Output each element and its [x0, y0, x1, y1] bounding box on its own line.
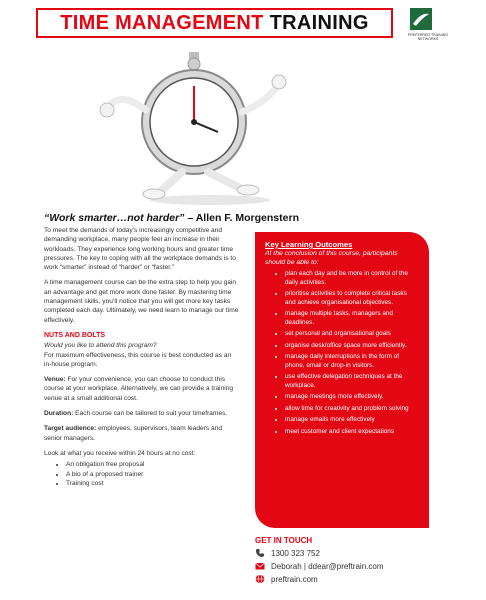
list-item: • manage emails more effectively [285, 416, 419, 425]
envelope-icon [255, 561, 265, 571]
outcomes-heading: Key Learning Outcomes [265, 240, 353, 249]
duration-label: Duration: [44, 410, 74, 418]
contact-phone-row[interactable] [255, 548, 455, 558]
quote [44, 212, 374, 224]
list-item: • set personal and organisational goals [285, 330, 419, 339]
title-banner [36, 8, 393, 38]
key-learning-outcomes-panel [255, 232, 429, 528]
contact-phone[interactable]: 1300 323 752 [271, 548, 320, 558]
list-item: • manage meetings more effectively. [285, 393, 419, 402]
audience-text: employees, supervisors, team leaders and senior managers. [44, 425, 222, 442]
quote-author: – Allen F. Morgenstern [184, 212, 299, 224]
list-item: • use effective delegation techniques at the workplace. [285, 373, 419, 390]
contact-web-row[interactable] [255, 574, 455, 584]
duration-text: Each course can be tailored to suit your timeframes. [73, 410, 228, 418]
nuts-question: Would you like to attend this program? [44, 342, 157, 350]
list-item: • prioritise activities to complete critical tasks and achieve organisational objectives. [285, 290, 419, 307]
contact-email[interactable]: Deborah | ddear@preftrain.com [271, 561, 384, 571]
contact-heading: GET IN TOUCH [255, 536, 313, 545]
nuts-answer: For maximum effectiveness, this course is best conducted as an in-house program. [44, 351, 232, 368]
list-item: • Training cost [66, 479, 240, 488]
venue-label: Venue: [44, 376, 66, 384]
list-item: • A bio of a proposed trainer [66, 470, 240, 479]
list-item: • manage daily interruptions in the form of phone, email or drop-in visitors. [285, 353, 419, 370]
contact-section [255, 536, 455, 587]
title-black: TRAINING [269, 11, 369, 34]
list-item: • organise desk/office space more efficiently. [285, 342, 419, 351]
venue-text: For your convenience, you can choose to conduct this course at your workplace. Alternatively, we can provide a training venue at a small additional cost. [44, 376, 233, 402]
audience-paragraph [44, 424, 240, 443]
list-item: • plan each day and be more in control of the daily activities. [285, 270, 419, 287]
globe-icon [255, 574, 265, 584]
list-item: • meet customer and client expectations [285, 428, 419, 437]
running-stopwatch-illustration [90, 50, 300, 210]
contact-web[interactable]: preftrain.com [271, 574, 318, 584]
nuts-and-bolts-heading: NUTS AND BOLTS [44, 331, 106, 339]
receive-intro: Look at what you receive within 24 hours at no cost: [44, 449, 196, 457]
title-red: TIME MANAGEMENT [60, 11, 264, 34]
intro-paragraph-2: A time management course can be the extra step to help you gain an advantage and get more work done faster. By mastering time management skills, you’ll notice that you will get more key tasks completed each day. Ultimately, we need learn to manage our time effectively. [44, 279, 239, 324]
intro-paragraph-1: To meet the demands of today’s increasingly competitive and demanding workplace, many people feel an increase in their workloads. They experience long working hours and greater time pressures. The key to coping with all the workplace demands is to work “smarter” instead of “harder” or “faster.” [44, 227, 236, 272]
outcomes-list [265, 270, 419, 436]
audience-label: Target audience: [44, 425, 97, 433]
left-column [44, 226, 240, 488]
logo-text: PREFERRED TRAINING NETWORKS [407, 33, 449, 41]
venue-paragraph [44, 375, 240, 403]
list-item: • manage multiple tasks, managers and deadlines. [285, 310, 419, 327]
phone-icon [255, 548, 265, 558]
logo-mark-icon [410, 8, 432, 30]
list-item: • allow time for creativity and problem solving [285, 405, 419, 414]
company-logo [404, 8, 452, 48]
contact-email-row[interactable] [255, 561, 455, 571]
list-item: • An obligation free proposal [66, 460, 240, 469]
receive-list [44, 460, 240, 488]
outcomes-intro: At the conclusion of this course, participants should be able to: [265, 250, 398, 266]
duration-paragraph [44, 409, 240, 418]
quote-text: “Work smarter…not harder” [44, 212, 185, 224]
